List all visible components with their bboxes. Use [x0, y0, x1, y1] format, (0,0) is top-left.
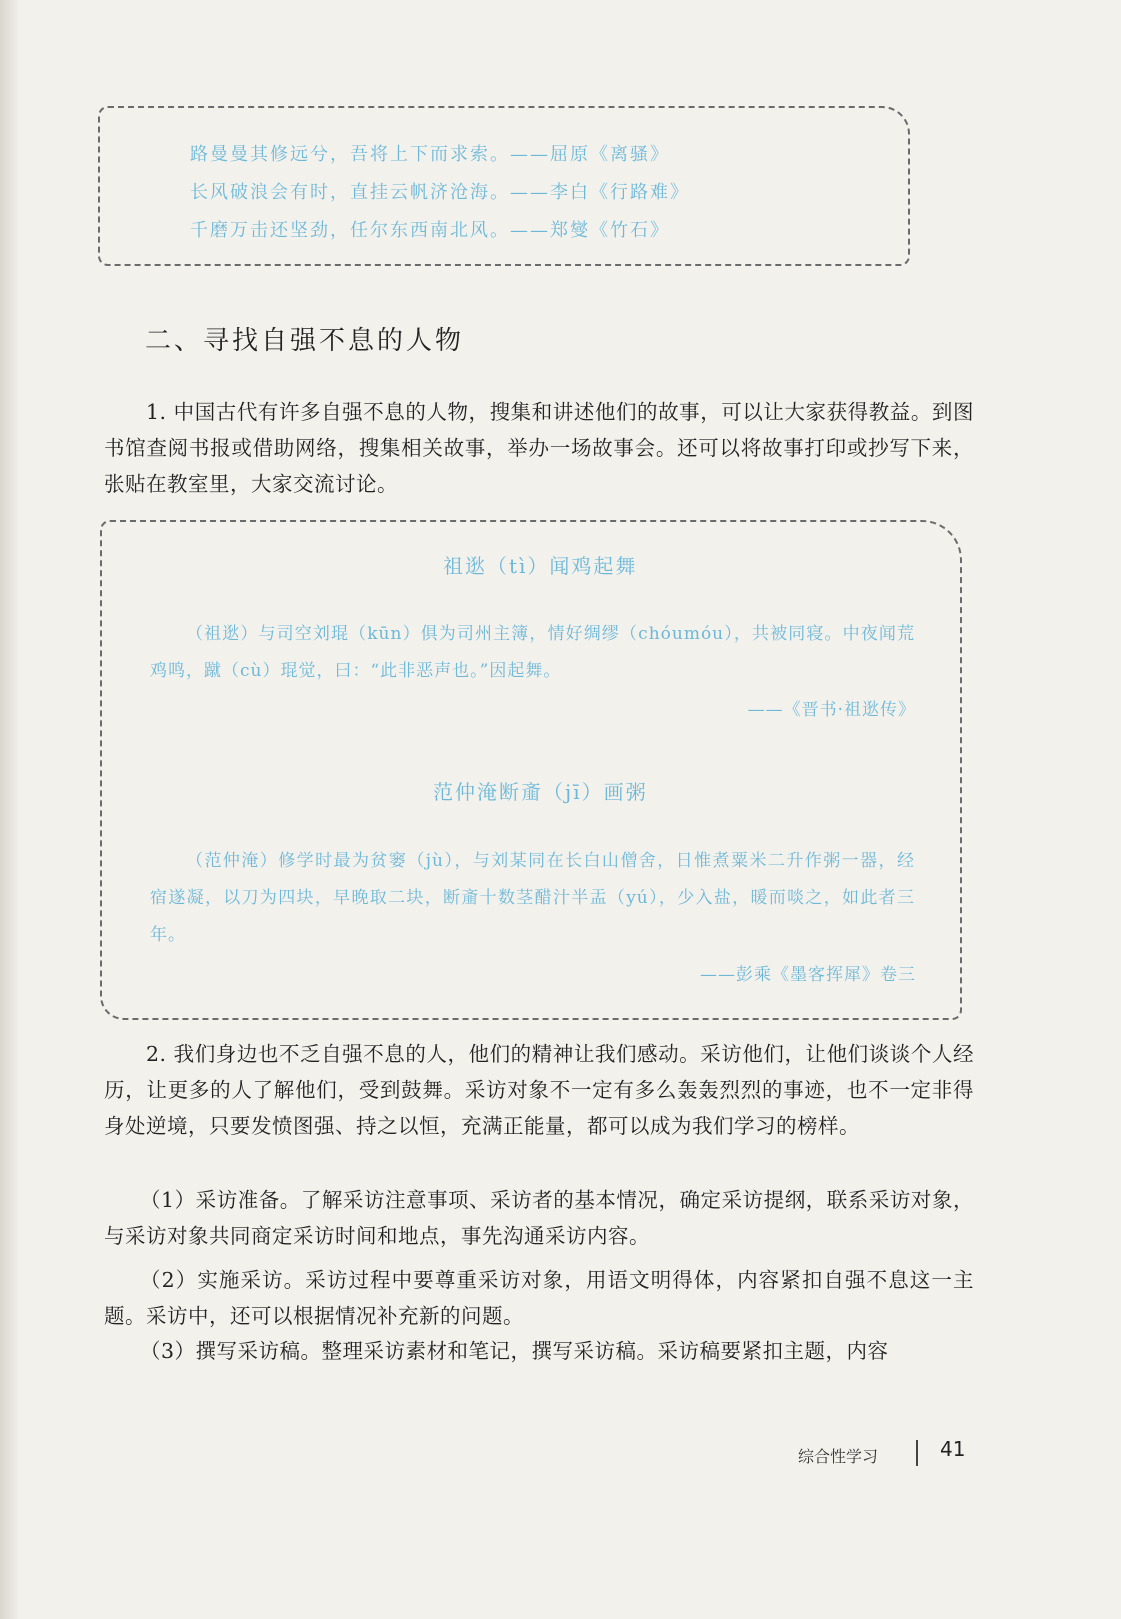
quote-line: 路曼曼其修远兮，吾将上下而求索。——屈原《离骚》: [190, 144, 670, 165]
story-source: ——彭乘《墨客挥犀》卷三: [700, 965, 916, 985]
paragraph-sub2: （2）实施采访。采访过程中要尊重采访对象，用语文明得体，内容紧扣自强不息这一主题。采访中，还可以根据情况补充新的问题。: [104, 1268, 974, 1328]
page-edge: [0, 0, 18, 1619]
footer-label: 综合性学习: [798, 1447, 879, 1466]
section-title: 二、寻找自强不息的人物: [145, 326, 465, 356]
paragraph-item1: 1. 中国古代有许多自强不息的人物，搜集和讲述他们的故事，可以让大家获得教益。到图书馆查阅书报或借助网络，搜集相关故事，举办一场故事会。还可以将故事打印或抄写下来，张贴在教室里，大家交流讨论。: [104, 400, 974, 496]
page-number: 41: [940, 1437, 966, 1461]
quote-line: 千磨万击还坚劲，任尔东西南北风。——郑燮《竹石》: [190, 220, 670, 241]
story-source: ——《晋书·祖逖传》: [747, 700, 916, 720]
story-text: （范仲淹）修学时最为贫窭（jù），与刘某同在长白山僧舍，日惟煮粟米二升作粥一器，经宿遂凝，以刀为四块，早晚取二块，断齑十数茎醋汁半盂（yú），少入盐，暖而啖之，如此者三年。: [150, 851, 915, 945]
footer-divider: [916, 1440, 918, 1466]
paragraph-item2: 2. 我们身边也不乏自强不息的人，他们的精神让我们感动。采访他们，让他们谈谈个人经历，让更多的人了解他们，受到鼓舞。采访对象不一定有多么轰轰烈烈的事迹，也不一定非得身处逆境，只要发愤图强、持之以恒，充满正能量，都可以成为我们学习的榜样。: [104, 1042, 974, 1138]
quote-line: 长风破浪会有时，直挂云帆济沧海。——李白《行路难》: [190, 182, 690, 203]
story-title: 范仲淹断齑（jī）画粥: [433, 780, 648, 804]
paragraph-sub3: （3）撰写采访稿。整理采访素材和笔记，撰写采访稿。采访稿要紧扣主题，内容: [140, 1339, 889, 1363]
story-text: （祖逖）与司空刘琨（kūn）俱为司州主簿，情好绸缪（chóumóu），共被同寝。中夜闻荒鸡鸣，蹴（cù）琨觉，曰：“此非恶声也。”因起舞。: [150, 624, 915, 681]
story-title: 祖逖（tì）闻鸡起舞: [443, 554, 638, 578]
paragraph-sub1: （1）采访准备。了解采访注意事项、采访者的基本情况，确定采访提纲，联系采访对象，与采访对象共同商定采访时间和地点，事先沟通采访内容。: [104, 1188, 974, 1248]
